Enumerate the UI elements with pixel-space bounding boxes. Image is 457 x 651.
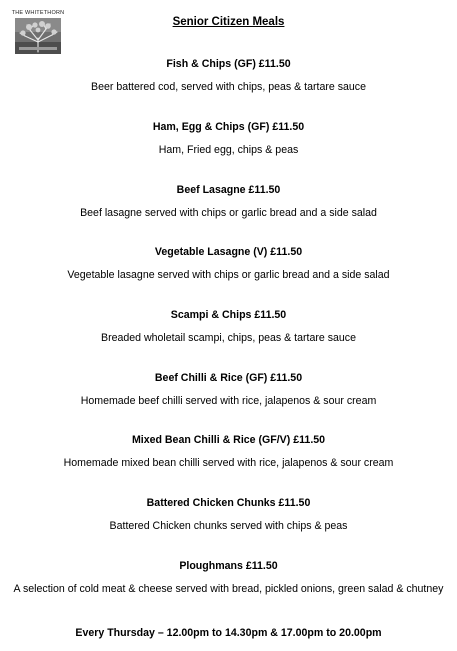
- logo-text: THE WHITETHORN: [11, 10, 65, 16]
- item-name: Beef Chilli & Rice (GF) £11.50: [154, 372, 303, 384]
- opening-times: Every Thursday – 12.00pm to 14.30pm & 17.00pm to 20.00pm: [75, 627, 382, 639]
- item-description: Beef lasagne served with chips or garlic bread and a side salad: [80, 207, 377, 219]
- item-description: Battered Chicken chunks served with chips & peas: [109, 520, 348, 532]
- page-title: Senior Citizen Meals: [172, 16, 285, 28]
- item-description: A selection of cold meat & cheese served with bread, pickled onions, green salad & chutney: [13, 583, 444, 595]
- item-name: Battered Chicken Chunks £11.50: [146, 497, 311, 509]
- item-name: Fish & Chips (GF) £11.50: [166, 58, 291, 70]
- item-name: Vegetable Lasagne (V) £11.50: [154, 246, 303, 258]
- item-description: Vegetable lasagne served with chips or garlic bread and a side salad: [67, 269, 390, 281]
- item-name: Ploughmans £11.50: [179, 560, 278, 572]
- item-description: Homemade beef chilli served with rice, jalapenos & sour cream: [80, 395, 377, 407]
- item-name: Mixed Bean Chilli & Rice (GF/V) £11.50: [131, 434, 326, 446]
- item-name: Beef Lasagne £11.50: [176, 184, 281, 196]
- item-name: Scampi & Chips £11.50: [170, 309, 287, 321]
- item-description: Breaded wholetail scampi, chips, peas & tartare sauce: [101, 332, 356, 344]
- item-description: Beer battered cod, served with chips, peas & tartare sauce: [91, 81, 366, 93]
- item-description: Homemade mixed bean chilli served with rice, jalapenos & sour cream: [63, 457, 394, 469]
- item-name: Ham, Egg & Chips (GF) £11.50: [152, 121, 305, 133]
- item-description: Ham, Fried egg, chips & peas: [158, 144, 299, 156]
